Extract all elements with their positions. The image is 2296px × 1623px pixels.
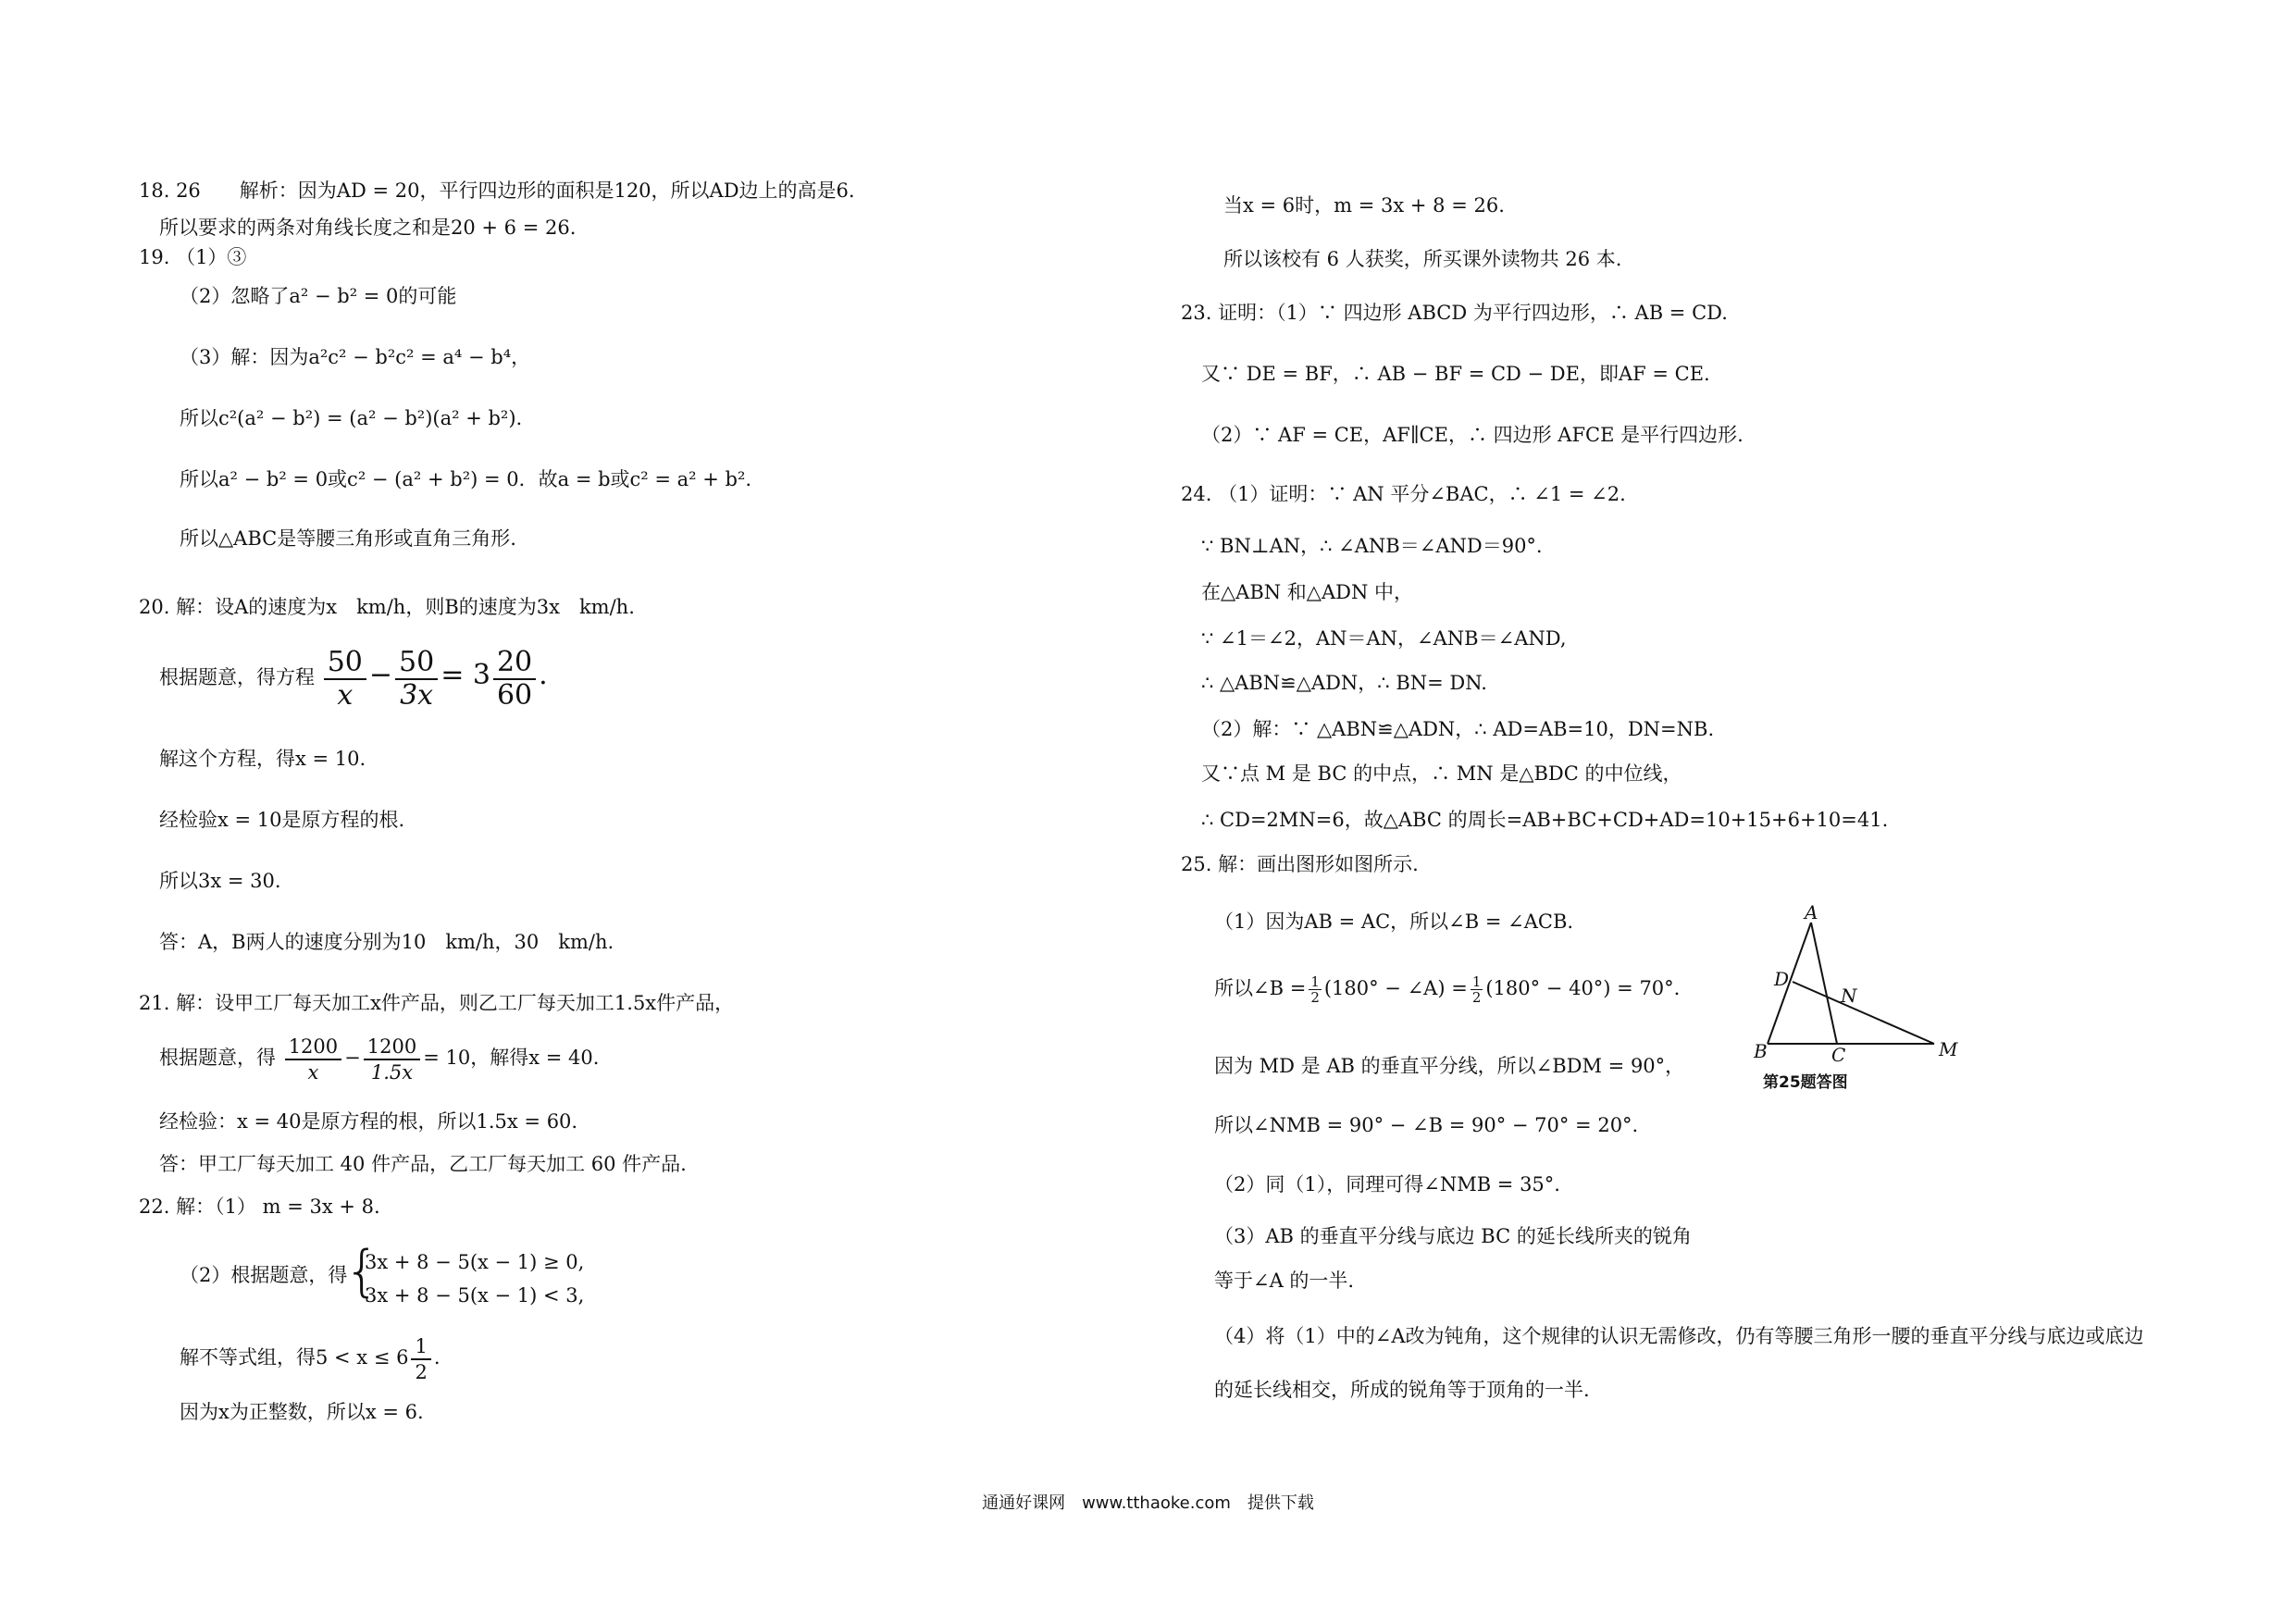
- q25-half-1-num: 1: [1310, 973, 1320, 990]
- q22-system-prefix: （2）根据题意，得: [180, 1264, 348, 1286]
- q22-continued-2: 所以该校有 6 人获奖，所买课外读物共 26 本.: [1223, 248, 1622, 270]
- q22-inequality-1: 3x + 8 − 5(x − 1) ≥ 0,: [365, 1251, 585, 1273]
- q20-fraction-2: [395, 647, 438, 712]
- figure-caption: 第25题答图: [1763, 1073, 1848, 1092]
- q25-triangle-figure: [1754, 902, 1994, 1096]
- q19-line-6: 所以△ABC是等腰三角形或直角三角形.: [180, 527, 516, 550]
- q18-line-2: 所以要求的两条对角线长度之和是20 + 6 = 26.: [159, 217, 577, 239]
- label-c: C: [1831, 1044, 1846, 1066]
- q22-half-fraction: [411, 1334, 430, 1384]
- q21-fraction-2-den: 1.5x: [370, 1060, 414, 1084]
- q25-half-fraction-1: [1309, 974, 1322, 1005]
- q20-line-5: 所以3x = 30.: [159, 870, 281, 892]
- q25-line-6: （2）同（1），同理可得∠NMB = 35°.: [1214, 1173, 1560, 1196]
- q20-fraction-1: [324, 647, 366, 712]
- q19-part-1: 19. （1）③: [139, 246, 247, 268]
- q22-brace: {: [344, 1239, 380, 1304]
- q22-line-1: 22. 解：（1） m = 3x + 8.: [139, 1196, 380, 1218]
- label-n: N: [1841, 985, 1857, 1007]
- q25-line-4: 因为 MD 是 AB 的垂直平分线，所以∠BDM = 90°，: [1214, 1055, 1685, 1077]
- q22-line-4: 因为x为正整数，所以x = 6.: [180, 1401, 424, 1423]
- q24-line-2: ∵ BN⊥AN，∴ ∠ANB＝∠AND＝90°.: [1201, 535, 1543, 557]
- q21-line-4: 答：甲工厂每天加工 40 件产品，乙工厂每天加工 60 件产品.: [159, 1153, 687, 1175]
- q20-line-3: 解这个方程，得x = 10.: [159, 748, 366, 770]
- q20-equation: [159, 640, 548, 712]
- q23-line-2: 又∵ DE = BF，∴ AB − BF = CD − DE，即AF = CE.: [1201, 363, 1710, 385]
- q22-solution-text: 解不等式组，得5 < x ≤ 6: [180, 1346, 409, 1369]
- q22-half-den: 2: [415, 1360, 428, 1383]
- q21-fraction-2-num: 1200: [364, 1035, 420, 1060]
- q19-part-3: （3）解：因为a²c² − b²c² = a⁴ − b⁴，: [180, 346, 531, 368]
- q23-line-1: 23. 证明：（1）∵ 四边形 ABCD 为平行四边形，∴ AB = CD.: [1181, 302, 1728, 324]
- q24-line-3: 在△ABN 和△ADN 中，: [1201, 581, 1414, 603]
- q22-half-num: 1: [411, 1334, 430, 1360]
- q21-equation-suffix: = 10，解得x = 40.: [423, 1047, 600, 1069]
- q25-line-3-prefix: 所以∠B =: [1214, 977, 1307, 999]
- q24-line-5: ∴ △ABN≌△ADN，∴ BN= DN.: [1201, 672, 1487, 694]
- q25-line-2: （1）因为AB = AC，所以∠B = ∠ACB.: [1214, 911, 1574, 933]
- q25-half-2-den: 2: [1471, 989, 1482, 1006]
- q22-solution: [180, 1327, 441, 1388]
- q20-fraction-2-den: 3x: [400, 678, 434, 712]
- q20-period: .: [539, 659, 548, 691]
- q22-inequality-2: 3x + 8 − 5(x − 1) < 3,: [365, 1284, 585, 1307]
- q24-line-1: 24. （1）证明：∵ AN 平分∠BAC，∴ ∠1 = ∠2.: [1181, 483, 1626, 505]
- q25-line-1: 25. 解：画出图形如图所示.: [1181, 853, 1419, 875]
- q18-line-1: 18. 26 解析：因为AD = 20，平行四边形的面积是120，所以AD边上的高是6.: [139, 180, 855, 202]
- label-a: A: [1805, 902, 1818, 923]
- q25-line-3-mid: (180° − ∠A) =: [1323, 977, 1468, 999]
- q22-continued-1: 当x = 6时，m = 3x + 8 = 26.: [1223, 194, 1505, 217]
- q19-line-5: 所以a² − b² = 0或c² − (a² + b²) = 0．故a = b或c² = a² + b².: [180, 468, 752, 490]
- q20-fraction-3: [493, 647, 536, 712]
- q21-line-3: 经检验：x = 40是原方程的根，所以1.5x = 60.: [159, 1110, 578, 1133]
- q21-equation-prefix: 根据题意，得: [159, 1047, 276, 1069]
- q20-fraction-1-num: 50: [324, 647, 366, 680]
- q25-line-7: （3）AB 的垂直平分线与底边 BC 的延长线所夹的锐角: [1214, 1225, 1692, 1247]
- q24-line-8: ∴ CD=2MN=6，故△ABC 的周长=AB+BC+CD+AD=10+15+6+10=41.: [1201, 809, 1889, 831]
- q20-fraction-3-den: 60: [496, 678, 533, 712]
- q19-part-2: （2）忽略了a² − b² = 0的可能: [180, 285, 457, 307]
- q20-line-4: 经检验x = 10是原方程的根.: [159, 809, 405, 831]
- q24-line-7: 又∵点 M 是 BC 的中点，∴ MN 是△BDC 的中位线，: [1201, 762, 1682, 785]
- label-b: B: [1754, 1040, 1768, 1062]
- q25-half-fraction-2: [1471, 974, 1483, 1005]
- q23-line-3: （2）∵ AF = CE，AF∥CE，∴ 四边形 AFCE 是平行四边形.: [1201, 424, 1744, 446]
- q21-fraction-1-num: 1200: [285, 1035, 341, 1060]
- q20-line-1: 20. 解：设A的速度为x km/h，则B的速度为3x km/h.: [139, 596, 635, 618]
- q20-minus: −: [368, 659, 393, 691]
- q21-line-1: 21. 解：设甲工厂每天加工x件产品，则乙工厂每天加工1.5x件产品，: [139, 992, 735, 1014]
- q21-fraction-1-den: x: [307, 1060, 319, 1084]
- q20-fraction-2-num: 50: [395, 647, 438, 680]
- q20-line-6: 答：A，B两人的速度分别为10 km/h，30 km/h.: [159, 931, 614, 953]
- q25-line-5: 所以∠NMB = 90° − ∠B = 90° − 70° = 20°.: [1214, 1114, 1639, 1136]
- q22-solution-end: .: [433, 1346, 441, 1369]
- q20-equation-prefix: 根据题意，得方程: [159, 666, 315, 688]
- q19-line-4: 所以c²(a² − b²) = (a² − b²)(a² + b²).: [180, 407, 523, 429]
- q24-line-4: ∵ ∠1＝∠2，AN＝AN，∠ANB＝∠AND,: [1201, 627, 1567, 650]
- q20-fraction-3-num: 20: [493, 647, 536, 680]
- q21-fraction-1: [285, 1035, 341, 1084]
- q21-fraction-2: [364, 1035, 420, 1084]
- q25-line-3-suffix: (180° − 40°) = 70°.: [1485, 977, 1681, 999]
- q25-line-3: [1214, 970, 1680, 1007]
- segment-dm: [1793, 982, 1934, 1044]
- q21-equation: [159, 1027, 599, 1088]
- q21-minus: −: [344, 1047, 361, 1069]
- q20-equals: = 3: [441, 659, 490, 691]
- segment-ac: [1811, 923, 1837, 1044]
- q20-fraction-1-den: x: [337, 678, 354, 712]
- q24-line-6: （2）解：∵ △ABN≌△ADN，∴ AD=AB=10，DN=NB.: [1201, 718, 1715, 740]
- q25-line-9: （4）将（1）中的∠A改为钝角，这个规律的认识无需修改，仍有等腰三角形一腰的垂直平分线与底边或底边: [1214, 1325, 2144, 1347]
- q22-inequality-system: [344, 1240, 640, 1314]
- q25-half-1-den: 2: [1310, 989, 1320, 1006]
- label-d: D: [1774, 968, 1790, 990]
- q25-line-8: 等于∠A 的一半.: [1214, 1270, 1355, 1292]
- q25-half-2-num: 1: [1471, 973, 1482, 990]
- q25-line-10: 的延长线相交，所成的锐角等于顶角的一半.: [1214, 1379, 1590, 1401]
- page-footer: 通通好课网 www.tthaoke.com 提供下载: [982, 1493, 1314, 1513]
- label-m: M: [1939, 1038, 1958, 1060]
